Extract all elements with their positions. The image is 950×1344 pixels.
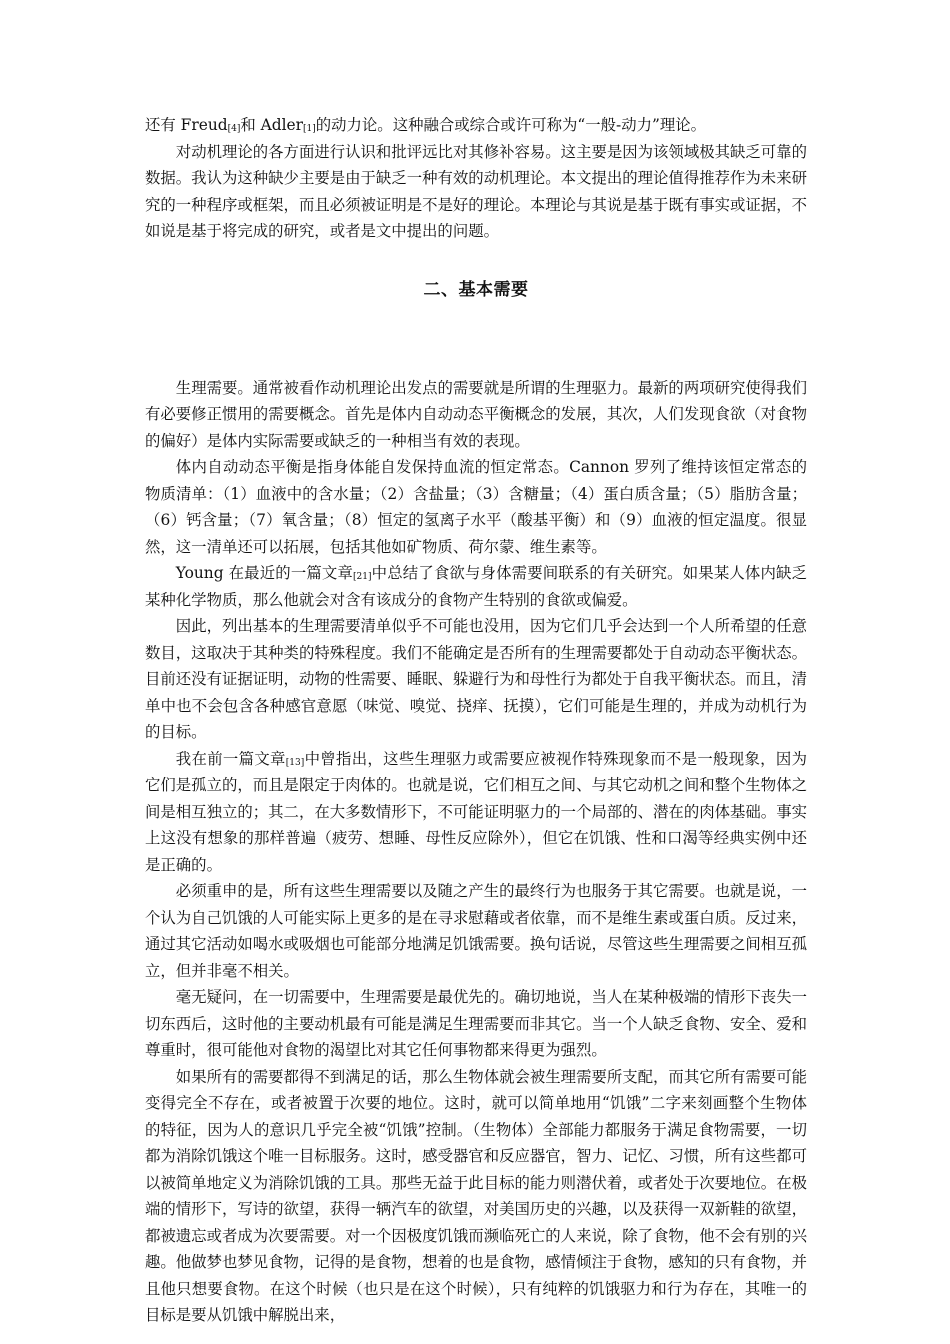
paragraph-prepotent: 毫无疑问，在一切需要中，生理需要是最优先的。确切地说，当人在某种极端的情形下丧失一切东西后，这时他的主要动机最有可能是满足生理需要而非其它。当一个人缺乏食物、安全、爱和尊重时，很可能他对食物的渴望比对其它任何事物都来得更为强烈。 (145, 988, 807, 1059)
text-segment: 的动力论。这种融合或综合或许可称为“一般-动力”理论。 (315, 116, 707, 134)
text-segment: 中曾指出，这些生理驱力或需要应被视作特殊现象而不是一般现象，因为它们是孤立的，而且是限定于肉体的。也就是说，它们相互之间、与其它动机之间和整个生物体之间是相互独立的；其二，在大多数情形下，不可能证明驱力的一个局部的、潜在的肉体基础。事实上这没有想象的那样普遍（疲劳、想睡、母性反应除外），但它在饥饿、性和口渴等经典实例中还是正确的。 (145, 749, 807, 874)
text-segment: 还有 Freud (145, 116, 228, 134)
paragraph-hunger-dominance: 如果所有的需要都得不到满足的话，那么生物体就会被生理需要所支配，而其它所有需要可能变得完全不存在，或者被置于次要的地位。这时，就可以简单地用“饥饿”二字来刻画整个生物体的特征，因为人的意识几乎完全被“饥饿”控制。（生物体）全部能力都服务于满足食物需要，一切都为消除饥饿这个唯一目标服务。这时，感受器官和反应器官，智力、记忆、习惯，所有这些都可以被简单地定义为消除饥饿的工具。那些无益于此目标的能力则潜伏着，或者处于次要地位。在极端的情形下，写诗的欲望，获得一辆汽车的欲望，对美国历史的兴趣，以及获得一双新鞋的欲望，都被遗忘或者成为次要需要。对一个因极度饥饿而濒临死亡的人来说，除了食物，他不会有别的兴趣。他做梦也梦见食物，记得的是食物，想着的也是食物，感情倾注于食物，感知的只有食物，并且他只想要食物。在这个时候（也只是在这个时候），只有纯粹的饥饿驱力和行为存在，其唯一的目标是要从饥饿中解脱出来， (145, 1067, 807, 1324)
section-heading (145, 245, 807, 375)
citation-ref: [13] (285, 757, 305, 768)
paragraph-intro-continued (145, 112, 807, 139)
text-segment: 我在前一篇文章 (175, 749, 286, 768)
paragraph-needs-list: 因此，列出基本的生理需要清单似乎不可能也没用，因为它们几乎会达到一个人所希望的任意数目，这取决于其种类的特殊程度。我们不能确定是否所有的生理需要都处于自动动态平衡状态。目前还没有证据证明，动物的性需要、睡眠、躲避行为和母性行为都处于自我平衡状态。而且，清单中也不会包含各种感官意愿（味觉、嗅觉、挠痒、抚摸），它们可能是生理的，并成为动机行为的目标。 (145, 617, 807, 741)
paragraph-serve-other-needs: 必须重申的是，所有这些生理需要以及随之产生的最终行为也服务于其它需要。也就是说，一个认为自己饥饿的人可能实际上更多的是在寻求慰藉或者依靠，而不是维生素或蛋白质。反过来，通过其它活动如喝水或吸烟也可能部分地满足饥饿需要。换句话说，尽管这些生理需要之间相互孤立，但并非毫不相关。 (145, 882, 807, 980)
citation-ref: [1] (302, 124, 316, 134)
paragraph-homeostasis: 体内自动动态平衡是指身体能自发保持血流的恒定常态。Cannon 罗列了维持该恒定常态的物质清单：（1）血液中的含水量；（2）含盐量；（3）含糖量；（4）蛋白质含量；（5）脂肪含量；（6）钙含量；（7）氧含量；（8）恒定的氢离子水平（酸基平衡）和（9）血液的恒定温度。很显然，这一清单还可以拓展，包括其他如矿物质、荷尔蒙、维生素等。 (145, 458, 807, 556)
document-page (145, 112, 807, 1329)
paragraph-critique: 对动机理论的各方面进行认识和批评远比对其修补容易。这主要是因为该领域极其缺乏可靠的数据。我认为这种缺少主要是由于缺乏一种有效的动机理论。本文提出的理论值得推荐作为未来研究的一种程序或框架，而且必须被证明是不是好的理论。本理论与其说是基于既有事实或证据，不如说是基于将完成的研究，或者是文中提出的问题。 (145, 142, 807, 240)
paragraph-young (145, 560, 807, 613)
text-segment: Young 在最近的一篇文章 (175, 564, 354, 582)
citation-ref: [4] (227, 124, 241, 134)
text-segment: 和 Adler (240, 116, 303, 134)
section-heading-text: 二、基本需要 (423, 279, 529, 300)
paragraph-physiological-needs: 生理需要。通常被看作动机理论出发点的需要就是所谓的生理驱力。最新的两项研究使得我们有必要修正惯用的需要概念。首先是体内自动动态平衡概念的发展，其次，人们发现食欲（对食物的偏好）是体内实际需要或缺乏的一种相当有效的表现。 (145, 378, 807, 450)
text-segment: 中总结了食欲与身体需要间联系的有关研究。如果某人体内缺乏某种化学物质，那么他就会对含有该成分的食物产生特别的食欲或偏爱。 (145, 564, 807, 609)
paragraph-previous-article (145, 746, 807, 879)
citation-ref: [21] (353, 572, 372, 582)
